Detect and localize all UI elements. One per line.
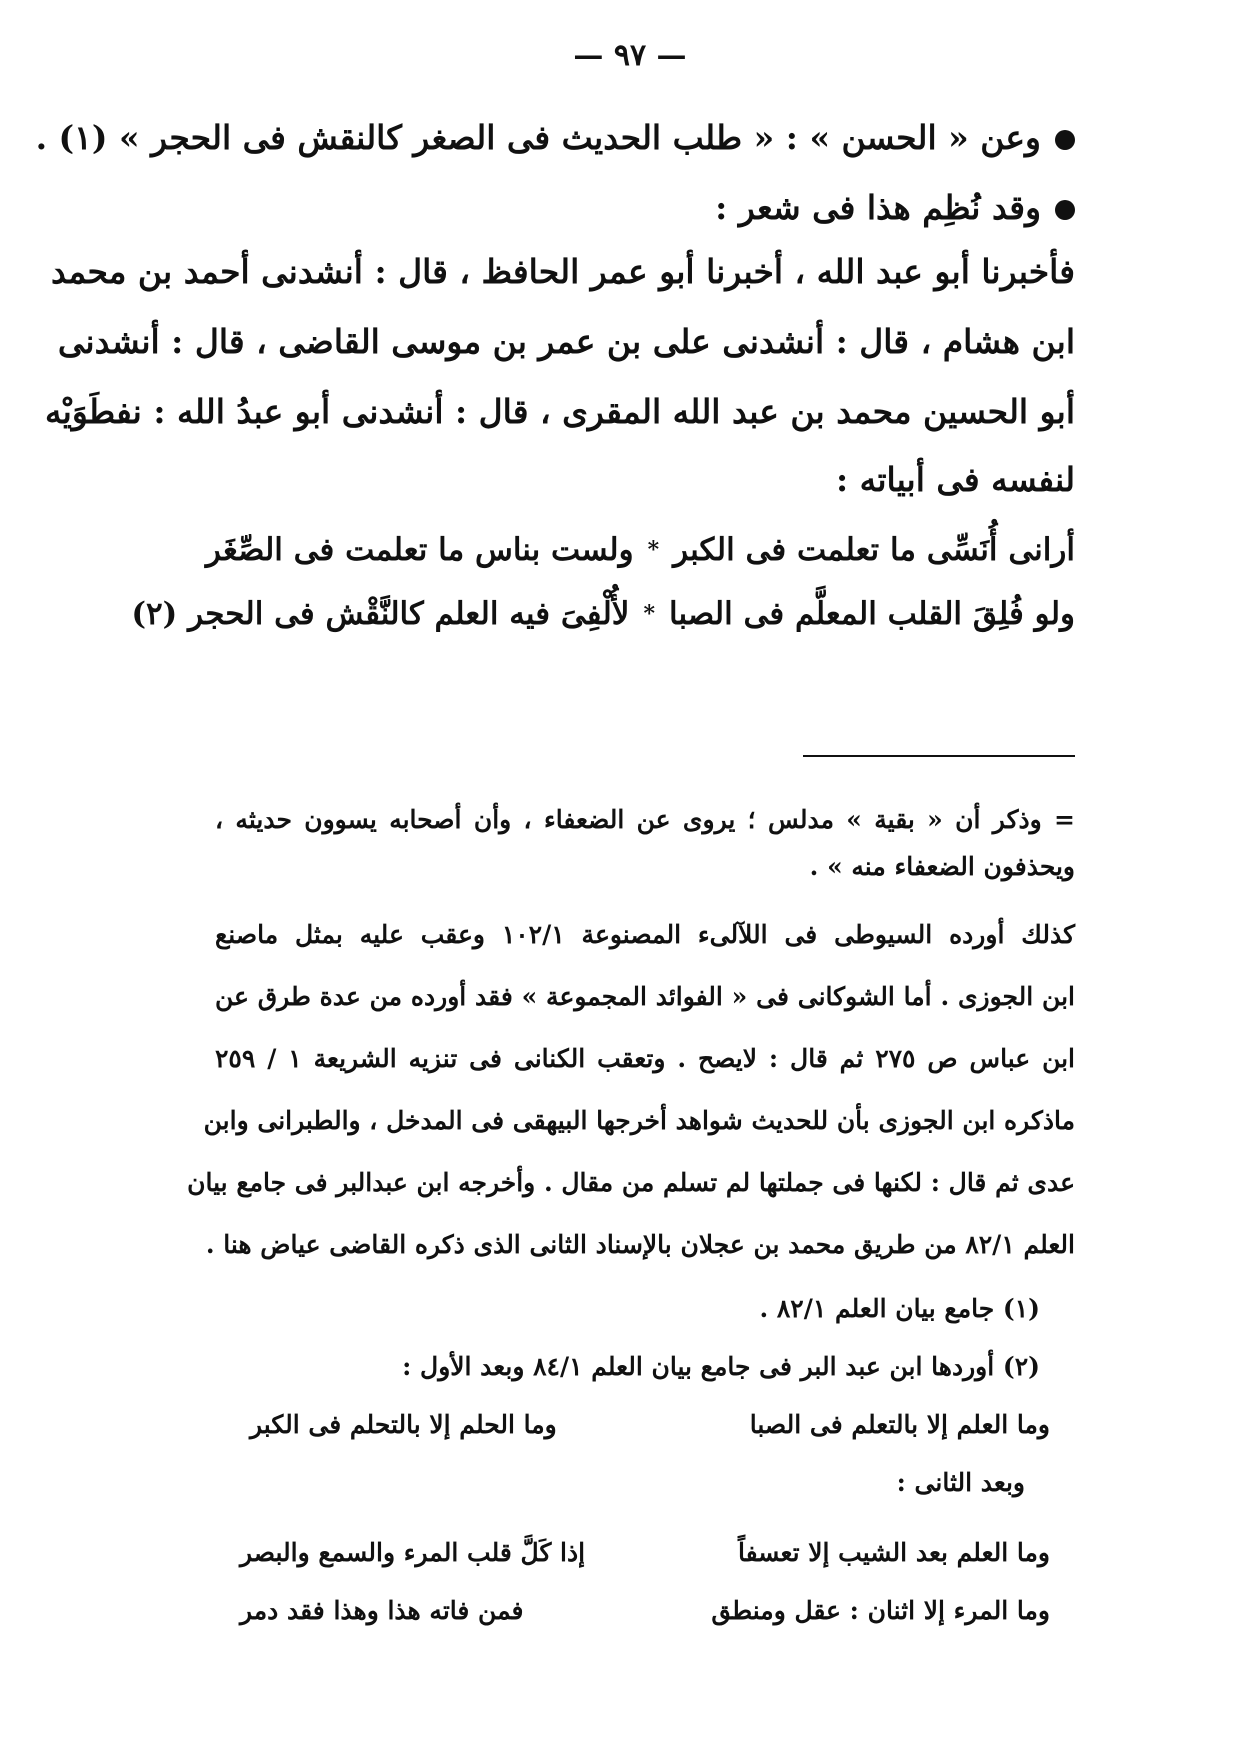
verse-first-half: أرانى أُنَسِّى ما تعلمت فى الكبر [673,532,1075,568]
verse-second-half: فمن فاته هذا وهذا فقد دمر [240,1596,524,1625]
poem-verse-2 [131,596,1075,632]
bullet-line-poem-intro [215,188,1075,227]
footnote-verse-1 [250,1410,1050,1439]
verse-first-half: وما العلم إلا بالتعلم فى الصبا [749,1410,1050,1439]
poem-verse-1 [205,532,1075,568]
paragraph-line-2: ابن هشام ، قال : أنشدنى على بن عمر بن موسى القاضى ، قال : أنشدنى [57,322,1075,361]
footnote-line-2: ويحذفون الضعفاء منه » . [809,852,1075,881]
page-number: — ٩٧ — [573,38,687,73]
bullet-text: وقد نُظِم هذا فى شعر : [715,188,1041,227]
bullet-text: وعن « الحسن » : « طلب الحديث فى الصغر كالنقش فى الحجر » (١) . [35,118,1041,157]
verse-first-half: وما العلم بعد الشيب إلا تعسفاً [737,1538,1050,1567]
footnote-line-8: العلم ٨٢/١ من طريق محمد بن عجلان بالإسناد الثانى الذى ذكره القاضى عياض هنا . [205,1230,1075,1259]
footnote-line-6: ماذكره ابن الجوزى بأن للحديث شواهد أخرجها البيهقى فى المدخل ، والطبرانى وابن [203,1106,1075,1135]
footnote-2: (٢) أوردها ابن عبد البر فى جامع بيان العلم ٨٤/١ وبعد الأول : [402,1352,1040,1381]
verse-second-half: لأُلْفِىَ فيه العلم كالنَّقْش فى الحجر (٢) [131,596,630,632]
footnote-verse-3 [240,1596,1050,1625]
verse-second-half: إذا كَلَّ قلب المرء والسمع والبصر [240,1538,586,1567]
paragraph-line-3: أبو الحسين محمد بن عبد الله المقرى ، قال : أنشدنى أبو عبدُ الله : نفطَوَيْه [44,392,1075,431]
footnote-divider [803,755,1075,757]
footnote-1: (١) جامع بيان العلم ٨٢/١ . [759,1294,1040,1323]
verse-separator: * [647,537,660,563]
paragraph-line-4: لنفسه فى أبياته : [835,460,1075,499]
footnote-after-second: وبعد الثانى : [896,1468,1025,1497]
footnote-line-5: ابن عباس ص ٢٧٥ ثم قال : لايصح . وتعقب الكنانى فى تنزيه الشريعة ١ / ٢٥٩ [215,1044,1075,1073]
bullet-line-hasan [35,118,1075,157]
footnote-line-7: عدى ثم قال : لكنها فى جملتها لم تسلم من مقال . وأخرجه ابن عبدالبر فى جامع بيان [187,1168,1075,1197]
footnote-line-3: كذلك أورده السيوطى فى اللآلىء المصنوعة ١٠٢/١ وعقب عليه بمثل ماصنع [215,920,1075,949]
footnote-verse-2 [240,1538,1050,1567]
verse-second-half: وما الحلم إلا بالتحلم فى الكبر [250,1410,557,1439]
verse-first-half: وما المرء إلا اثنان : عقل ومنطق [711,1596,1050,1625]
verse-first-half: ولو فُلِقَ القلب المعلَّم فى الصبا [669,596,1075,632]
footnote-line-1: = وذكر أن « بقية » مدلس ؛ يروى عن الضعفاء ، وأن أصحابه يسوون حديثه ، [215,805,1075,834]
verse-separator: * [643,601,655,627]
bullet-icon [1055,200,1075,220]
verse-second-half: ولست بناس ما تعلمت فى الصِّغَر [205,532,634,568]
footnote-line-4: ابن الجوزى . أما الشوكانى فى « الفوائد المجموعة » فقد أورده من عدة طرق عن [215,982,1075,1011]
paragraph-line-1: فأخبرنا أبو عبد الله ، أخبرنا أبو عمر الحافظ ، قال : أنشدنى أحمد بن محمد [51,252,1075,291]
bullet-icon [1055,130,1075,150]
